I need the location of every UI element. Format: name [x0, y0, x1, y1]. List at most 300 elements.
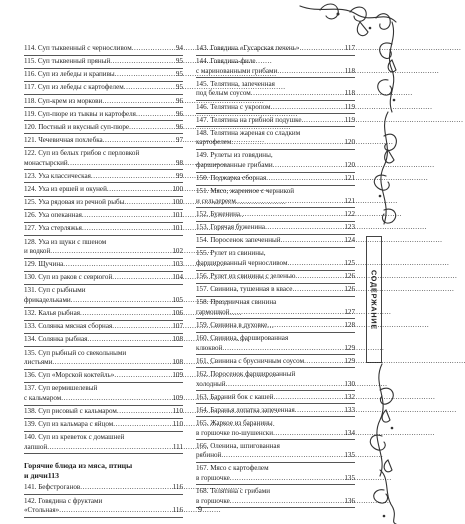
toc-entry — [24, 286, 183, 307]
toc-entry-line — [196, 393, 355, 403]
toc-entry-title: и сельдереем — [196, 196, 236, 205]
dot-leader — [61, 394, 171, 404]
toc-entry-title: 168. Телятина с грибами — [196, 487, 271, 496]
toc-entry-line — [196, 236, 355, 246]
toc-page-number: 104 — [172, 273, 183, 282]
entry-underline — [24, 418, 183, 419]
toc-entry — [24, 83, 183, 95]
toc-entry — [196, 370, 355, 391]
entry-underline — [196, 296, 355, 297]
toc-entry-title: 145. Телятина, запеченная — [196, 79, 275, 88]
dot-leader — [240, 210, 343, 220]
toc-entry-title: 143. Говядина «Гусарская печень» — [196, 44, 300, 52]
entry-underline — [196, 100, 355, 101]
toc-entry-title: 119. Суп-пюре из тыквы и картофеля — [24, 109, 136, 118]
toc-entry-title: 123. Уха классическая — [24, 171, 91, 180]
dot-leader — [277, 67, 343, 77]
toc-page-number: 124 — [344, 236, 355, 245]
dot-leader — [82, 211, 172, 221]
toc-entry-title: 158. Праздничная свинина — [196, 298, 277, 307]
toc-entry-title: холодный — [196, 379, 226, 388]
toc-entry-title: 149. Рулеты из говядины, — [196, 151, 273, 160]
entry-underline — [24, 320, 183, 321]
toc-page-number: 133 — [344, 405, 355, 414]
toc-entry — [24, 335, 183, 347]
entry-underline — [196, 55, 355, 56]
toc-entry-title: 155. Рулет из свинины, — [196, 249, 266, 258]
toc-entry-title: 117. Суп из лебеды с картофелем — [24, 83, 124, 92]
dot-leader — [117, 407, 172, 417]
toc-page-number: 101 — [172, 211, 183, 220]
toc-page-number: 95 — [175, 70, 183, 79]
toc-page-number: 132 — [344, 392, 355, 401]
toc-entry-line — [24, 83, 183, 93]
toc-entry-title: 133. Солянка мясная сборная — [24, 322, 113, 331]
entry-underline — [24, 307, 183, 308]
dot-leader — [124, 198, 171, 208]
toc-entry-line — [196, 298, 355, 308]
dot-leader — [71, 296, 172, 306]
toc-page-number: 117 — [344, 44, 355, 52]
toc-page-number: 100 — [172, 198, 183, 207]
toc-entry-line — [196, 210, 355, 220]
toc-page-number: 110 — [172, 407, 183, 416]
toc-entry-line — [24, 123, 183, 133]
entry-underline — [24, 133, 183, 134]
toc-entry-line — [196, 357, 355, 367]
dot-leader — [299, 44, 343, 54]
toc-entry-title: 137. Суп вермишелевый — [24, 384, 98, 393]
toc-entry-line — [24, 394, 183, 404]
toc-entry-line — [196, 89, 355, 99]
toc-entry — [196, 334, 355, 355]
toc-entry — [196, 272, 355, 284]
toc-page-number: 129 — [344, 356, 355, 365]
dot-leader — [50, 247, 171, 257]
entry-underline — [196, 221, 355, 222]
toc-entry-title: 130. Суп из раков с севрюгой — [24, 273, 113, 282]
toc-entry-line — [196, 57, 355, 67]
toc-entry-title: 126. Уха опеканная — [24, 211, 82, 220]
toc-entry-title: 162. Поросенок фаршированный — [196, 370, 296, 379]
toc-entry-line — [24, 461, 183, 471]
dot-leader — [47, 443, 172, 453]
toc-page-number: 119 — [344, 115, 355, 124]
toc-entry-title: в горшочке — [196, 473, 230, 482]
toc-page-number: 110 — [172, 420, 183, 429]
dot-leader — [132, 44, 175, 54]
entry-underline — [24, 284, 183, 285]
toc-entry-title: 147. Телятина на грибной подушке — [196, 115, 302, 124]
toc-entry-line — [196, 272, 355, 282]
toc-entry-line — [196, 80, 355, 90]
toc-entry-title: «Стольная» — [24, 506, 60, 515]
toc-entry-title: 134. Солянка рыбная — [24, 335, 88, 344]
toc-entry-line — [196, 442, 355, 452]
toc-entry-title: гармошкой — [196, 307, 230, 316]
toc-entry — [24, 123, 183, 135]
entry-underline — [196, 126, 355, 127]
toc-page-number: 109 — [172, 393, 183, 402]
toc-page-number: 116 — [172, 483, 183, 492]
toc-entry-title: 138. Суп рисовый с кальмаром — [24, 407, 117, 416]
entry-underline — [196, 234, 355, 235]
entry-underline — [24, 182, 183, 183]
entry-underline — [24, 271, 183, 272]
toc-entry-line — [24, 471, 183, 481]
toc-entry — [24, 238, 183, 259]
toc-entry — [24, 433, 183, 454]
entry-underline — [196, 318, 355, 319]
toc-page-number: 108 — [172, 335, 183, 344]
toc-page-number: 101 — [172, 224, 183, 233]
toc-entry — [24, 44, 183, 56]
toc-entry-line — [196, 138, 355, 148]
toc-entry-title: 163. Бараний бок с кашей — [196, 392, 274, 401]
toc-entry-title: 150. Поджарка сборная — [196, 174, 267, 183]
entry-underline — [196, 439, 355, 440]
entry-underline — [196, 77, 355, 78]
toc-entry-line — [196, 429, 355, 439]
toc-entry-line — [196, 103, 355, 113]
toc-entry — [24, 322, 183, 334]
entry-underline — [24, 369, 183, 370]
toc-entry — [196, 249, 355, 270]
toc-entry-line — [24, 322, 183, 332]
toc-entry-line — [196, 451, 355, 461]
toc-entry-title: 118. Суп-крем из моркови — [24, 96, 103, 105]
toc-page-number: 105 — [172, 296, 183, 305]
toc-entry — [24, 309, 183, 321]
toc-entry — [196, 357, 355, 369]
toc-entry-title: 124. Уха из ершей и окуней — [24, 184, 107, 193]
toc-entry-title: 154. Поросенок запеченный — [196, 236, 281, 245]
toc-page-number: 120 — [344, 138, 355, 147]
toc-entry-title: 131. Суп с рыбными — [24, 286, 86, 295]
dot-leader — [229, 308, 343, 318]
toc-page-number: 95 — [175, 83, 183, 92]
toc-entry-line — [196, 380, 355, 390]
toc-entry-line — [24, 44, 183, 54]
dot-leader — [110, 57, 175, 67]
toc-entry-line — [24, 358, 183, 368]
entry-underline — [24, 494, 183, 495]
toc-entry — [196, 174, 355, 186]
toc-page-number: 116 — [172, 506, 183, 515]
toc-entry-title: 165. Жаркое из баранины — [196, 419, 273, 428]
toc-entry-title: 140. Суп из креветок с домашней — [24, 433, 125, 442]
toc-entry-title: 166. Оленина, шпигованная — [196, 441, 280, 450]
toc-section-heading — [24, 461, 183, 481]
toc-entry — [24, 185, 183, 197]
toc-entry — [24, 136, 183, 148]
toc-entry — [196, 321, 355, 333]
entry-underline — [24, 94, 183, 95]
toc-entry-title: 129. Щучина — [24, 260, 64, 269]
toc-entry-line — [24, 483, 183, 493]
dot-leader — [63, 260, 171, 270]
toc-entry-title: 121. Чечевичная похлебка — [24, 135, 103, 144]
toc-entry-line — [196, 334, 355, 344]
entry-underline — [196, 332, 355, 333]
toc-entry-title: в горшочке — [196, 496, 230, 505]
toc-page-number: 121 — [344, 196, 355, 205]
toc-page-number: 120 — [344, 161, 355, 170]
toc-entry — [196, 419, 355, 440]
toc-page-number: 119 — [344, 102, 355, 111]
dot-leader — [112, 273, 171, 283]
toc-entry — [196, 44, 355, 56]
toc-entry — [196, 103, 355, 115]
toc-entry-title: 132. Калья рыбная — [24, 309, 80, 318]
toc-page-number: 106 — [172, 309, 183, 318]
dot-leader — [273, 429, 343, 439]
toc-entry — [196, 285, 355, 297]
dot-leader — [82, 224, 171, 234]
entry-underline — [24, 209, 183, 210]
toc-entry-line — [196, 419, 355, 429]
entry-underline — [24, 405, 183, 406]
entry-underline — [196, 113, 355, 114]
toc-entry-line — [24, 185, 183, 195]
toc-entry-title: 151. Мясо, жаренное с черникой — [196, 187, 295, 196]
toc-entry — [24, 224, 183, 236]
toc-entry — [196, 187, 355, 208]
toc-entry-line — [196, 151, 355, 161]
toc-entry-title: и водкой — [24, 247, 51, 256]
toc-entry-title: 141. Бефстроганов — [24, 483, 81, 492]
toc-page-number: 126 — [344, 285, 355, 294]
toc-entry-title: 115. Суп тыквенный пряный — [24, 57, 111, 66]
dot-leader — [87, 335, 171, 345]
toc-entry — [196, 406, 355, 418]
toc-page-number: 111 — [172, 442, 183, 451]
entry-underline — [196, 390, 355, 391]
dot-leader — [91, 172, 175, 182]
toc-entry-line — [196, 321, 355, 331]
toc-page-number: 99 — [175, 171, 183, 180]
dot-leader — [222, 344, 343, 354]
toc-entry-line — [24, 172, 183, 182]
toc-entry-line — [196, 474, 355, 484]
toc-entry — [196, 57, 355, 78]
toc-page-number: 96 — [175, 96, 183, 105]
toc-entry-title: фаршированные грибами — [196, 161, 273, 170]
entry-underline — [24, 107, 183, 108]
entry-underline — [196, 354, 355, 355]
toc-entry — [24, 384, 183, 405]
toc-entry-title: 160. Свинина, фаршированная — [196, 334, 289, 343]
entry-underline — [196, 172, 355, 173]
toc-entry-title: 120. Постный и вкусный суп-пюре — [24, 122, 130, 131]
toc-page-number: 97 — [175, 135, 183, 144]
toc-entry-line — [24, 335, 183, 345]
entry-underline — [24, 235, 183, 236]
toc-page-number: 94 — [175, 44, 183, 52]
toc-entry-title: 144. Говядина-филе — [196, 57, 256, 66]
entry-underline — [24, 68, 183, 69]
toc-entry — [24, 198, 183, 210]
entry-underline — [196, 462, 355, 463]
toc-entry-title: с маринованными грибами — [196, 66, 278, 75]
toc-entry-title: и дичи — [24, 471, 48, 481]
toc-entry — [196, 129, 355, 150]
dot-leader — [129, 123, 175, 133]
toc-page-number: 107 — [172, 322, 183, 331]
toc-page-number: 127 — [344, 307, 355, 316]
toc-entry-title: картофелем — [196, 138, 232, 147]
dot-leader — [103, 136, 175, 146]
dot-leader — [273, 161, 344, 171]
toc-entry-title: 136. Суп «Морской коктейль» — [24, 371, 115, 380]
entry-underline — [24, 258, 183, 259]
dot-leader — [267, 321, 343, 331]
toc-entry — [196, 236, 355, 248]
toc-entry — [196, 80, 355, 101]
entry-underline — [24, 55, 183, 56]
entry-underline — [196, 367, 355, 368]
toc-entry — [24, 149, 183, 170]
toc-entry-line — [196, 285, 355, 295]
toc-entry — [196, 393, 355, 405]
toc-entry — [196, 442, 355, 463]
side-tab-label: СОДЕРЖАНИЕ — [369, 269, 379, 330]
dot-leader — [251, 89, 344, 99]
entry-underline — [24, 346, 183, 347]
toc-entry-line — [24, 433, 183, 443]
toc-entry — [196, 116, 355, 128]
toc-entry-title: 157. Свинина, тушенная в квасе — [196, 285, 293, 294]
dot-leader — [80, 309, 171, 319]
toc-entry-title: 127. Уха стерляжья — [24, 224, 82, 233]
toc-page-number: 129 — [344, 343, 355, 352]
toc-entry-line — [24, 371, 183, 381]
toc-entry-title: 142. Говядина с фруктами — [24, 496, 103, 505]
dot-leader — [136, 110, 175, 120]
toc-entry — [24, 70, 183, 82]
dot-leader — [226, 380, 344, 390]
toc-page-number: 128 — [344, 321, 355, 330]
toc-entry-line — [24, 149, 183, 159]
toc-page-number: 123 — [344, 223, 355, 232]
toc-entry-line — [24, 70, 183, 80]
toc-entry-line — [196, 370, 355, 380]
toc-entry-title: Горячие блюда из мяса, птицы — [24, 461, 133, 471]
toc-entry-line — [196, 67, 355, 77]
entry-underline — [196, 149, 355, 150]
toc-entry — [24, 211, 183, 223]
entry-underline — [24, 169, 183, 170]
dot-leader — [124, 83, 175, 93]
toc-entry — [24, 172, 183, 184]
toc-page-number: 95 — [175, 57, 183, 66]
toc-page-number: 135 — [344, 473, 355, 482]
entry-underline — [196, 185, 355, 186]
dot-leader — [292, 285, 343, 295]
toc-entry-title: лапшой — [24, 442, 48, 451]
toc-entry-title: 164. Баранья лопатка запеченная — [196, 405, 295, 414]
toc-entry-line — [24, 198, 183, 208]
toc-page-number: 121 — [344, 174, 355, 183]
toc-entry-line — [24, 286, 183, 296]
toc-page-number: 134 — [344, 428, 355, 437]
toc-entry — [24, 57, 183, 69]
toc-entry — [24, 273, 183, 285]
entry-underline — [24, 81, 183, 82]
dot-leader — [114, 371, 171, 381]
toc-entry-title: монастырский — [24, 158, 68, 167]
toc-entry-line — [196, 249, 355, 259]
dot-leader — [281, 236, 344, 246]
toc-entry — [196, 210, 355, 222]
dot-leader — [295, 406, 344, 416]
entry-underline — [24, 333, 183, 334]
toc-entry — [24, 110, 183, 122]
toc-page-number: 108 — [172, 358, 183, 367]
toc-entry-title: 122. Суп из белых грибов с перловкой — [24, 149, 140, 158]
dot-leader — [52, 358, 171, 368]
toc-page-number: 96 — [175, 122, 183, 131]
toc-entry-title: фрикадельками — [24, 296, 71, 305]
toc-page-number: 96 — [175, 109, 183, 118]
toc-entry-line — [196, 259, 355, 269]
entry-underline — [196, 416, 355, 417]
toc-entry — [196, 464, 355, 485]
toc-entry-line — [196, 116, 355, 126]
toc-entry — [24, 371, 183, 383]
entry-underline — [196, 283, 355, 284]
toc-page-number: 109 — [172, 371, 183, 380]
toc-entry-line — [24, 136, 183, 146]
entry-underline — [24, 222, 183, 223]
toc-entry-title: листьями — [24, 358, 53, 367]
toc-entry-line — [24, 97, 183, 107]
entry-underline — [196, 403, 355, 404]
toc-entry-title: 152. Буженина — [196, 210, 241, 218]
toc-page-number: 136 — [344, 496, 355, 505]
toc-entry-line — [24, 247, 183, 257]
dot-leader — [273, 393, 343, 403]
entry-underline — [24, 431, 183, 432]
toc-entry — [196, 223, 355, 235]
dot-leader — [287, 259, 343, 269]
toc-entry-line — [196, 487, 355, 497]
toc-entry-line — [24, 273, 183, 283]
dot-leader — [295, 272, 343, 282]
toc-entry — [24, 349, 183, 370]
dot-leader — [112, 322, 171, 332]
toc-page-number: 100 — [172, 184, 183, 193]
toc-entry-title: 161. Свинина с брусничным соусом — [196, 356, 305, 365]
toc-entry-line — [196, 174, 355, 184]
toc-entry-line — [24, 211, 183, 221]
page-number: 9 — [198, 505, 202, 514]
toc-entry-line — [196, 129, 355, 139]
toc-entry-title: 148. Телятина жареная со сладким — [196, 128, 301, 137]
toc-right-column — [196, 44, 355, 510]
toc-entry-line — [24, 296, 183, 306]
toc-entry-line — [24, 224, 183, 234]
toc-entry — [196, 151, 355, 172]
dot-leader — [304, 357, 343, 367]
toc-entry-title: под белым соусом — [196, 89, 251, 98]
entry-underline — [24, 453, 183, 454]
dot-leader — [236, 197, 344, 207]
toc-entry-line — [24, 420, 183, 430]
dot-leader — [221, 451, 343, 461]
dot-leader — [231, 138, 343, 148]
entry-underline — [24, 196, 183, 197]
